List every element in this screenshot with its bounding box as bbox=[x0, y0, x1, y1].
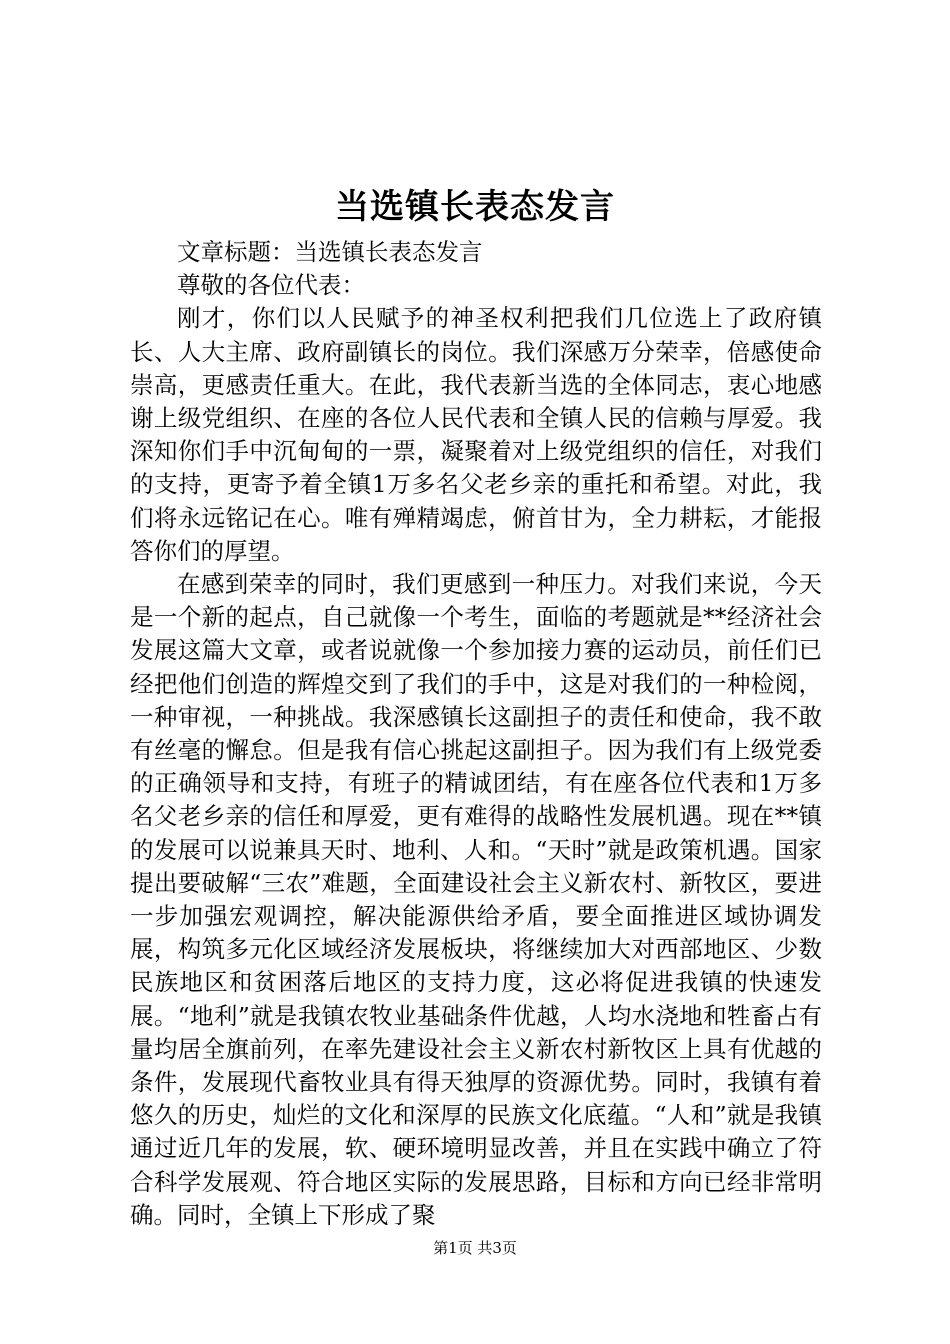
paragraph: 刚才，你们以人民赋予的神圣权利把我们几位选上了政府镇长、人大主席、政府副镇长的岗位。我们深感万分荣幸，倍感使命崇高，更感责任重大。在此，我代表新当选的全体同志，衷心地感谢上级党组织、在座的各位人民代表和全镇人民的信赖与厚爱。我深知你们手中沉甸甸的一票，凝聚着对上级党组织的信任，对我们的支持，更寄予着全镇1万多名父老乡亲的重托和希望。对此，我们将永远铭记在心。唯有殚精竭虑，俯首甘为，全力耕耘，才能报答你们的厚望。 bbox=[130, 304, 822, 565]
article-title-line: 文章标题：当选镇长表态发言 bbox=[177, 238, 483, 266]
page-number: 第1页 共3页 bbox=[433, 1239, 517, 1257]
document-body bbox=[130, 236, 822, 1232]
document-title: 当选镇长表态发言 bbox=[335, 187, 615, 227]
salutation: 尊敬的各位代表： bbox=[177, 271, 365, 300]
paragraph: 在感到荣幸的同时，我们更感到一种压力。对我们来说，今天是一个新的起点，自己就像一个考生，面临的考题就是**经济社会发展这篇大文章，或者说就像一个参加接力赛的运动员，前任们已经把他们创造的辉煌交到了我们的手中，这是对我们的一种检阅，一种审视，一种挑战。我深感镇长这副担子的责任和使命，我不敢有丝毫的懈怠。但是我有信心挑起这副担子。因为我们有上级党委的正确领导和支持，有班子的精诚团结，有在座各位代表和1万多名父老乡亲的信任和厚爱，更有难得的战略性发展机遇。现在**镇的发展可以说兼具天时、地利、人和。“天时”就是政策机遇。国家提出要破解“三农”难题，全面建设社会主义新农村、新牧区，要进一步加强宏观调控，解决能源供给矛盾，要全面推进区域协调发展，构筑多元化区域经济发展板块，将继续加大对西部地区、少数民族地区和贫困落后地区的支持力度，这必将促进我镇的快速发展。“地利”就是我镇农牧业基础条件优越，人均水浇地和牲畜占有量均居全旗前列，在率先建设社会主义新农村新牧区上具有优越的条件，发展现代畜牧业具有得天独厚的资源优势。同时，我镇有着悠久的历史，灿烂的文化和深厚的民族文化底蕴。“人和”就是我镇通过近几年的发展，软、硬环境明显改善，并且在实践中确立了符合科学发展观、符合地区实际的发展思路，目标和方向已经非常明确。同时，全镇上下形成了聚 bbox=[130, 570, 822, 1229]
